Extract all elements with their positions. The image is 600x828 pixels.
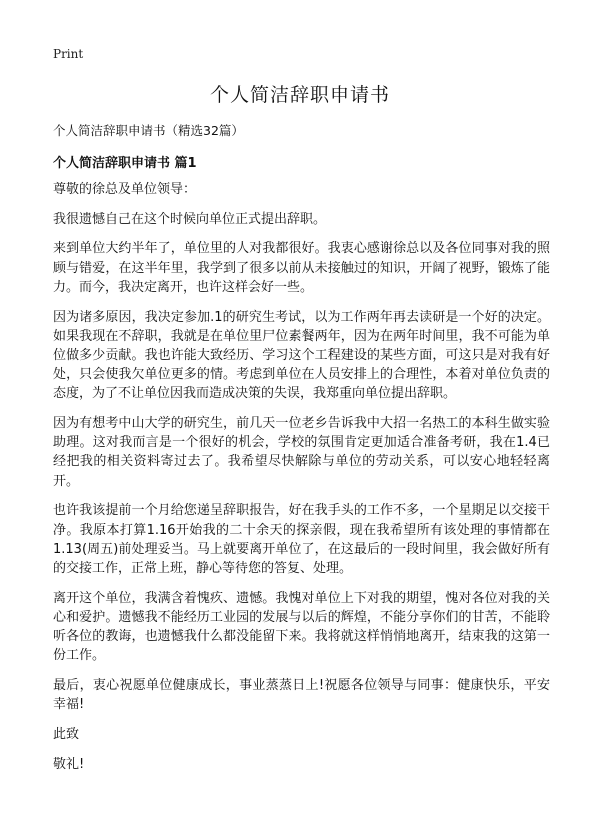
- paragraph: 离开这个单位，我满含着愧疚、遗憾。我愧对单位上下对我的期望，愧对各位对我的关心和爱护。遗憾我不能经历工业园的发展与以后的辉煌，不能分享你们的甘苦，不能聆听各位的教诲，也遗憾我什么都没能留下来。我将就这样悄悄地离开，结束我的这第一份工作。: [53, 590, 550, 664]
- section-heading: 个人简洁辞职申请书 篇1: [53, 156, 197, 171]
- paragraph: 因为有想考中山大学的研究生，前几天一位老乡告诉我中大招一名热工的本科生做实验助理。这对我而言是一个很好的机会，学校的氛围肯定更加适合准备考研，我在1.4已经把我的相关资料寄过去了。我希望尽快解除与单位的劳动关系，可以安心地轻轻离开。: [53, 416, 550, 489]
- salutation: 尊敬的徐总及单位领导：: [53, 182, 197, 197]
- paragraph: 我很遗憾自己在这个时候向单位正式提出辞职。: [53, 211, 327, 227]
- letter-body: [53, 180, 550, 784]
- paragraph: 也许我该提前一个月给您递呈辞职报告，好在我手头的工作不多，一个星期足以交接干净。我原本打算1.16开始我的二十余天的探亲假，现在我希望所有该处理的事情都在1.13(周五)前处理妥当。马上就要离开单位了，在这最后的一段时间里，我会做好所有的交接工作，正常上班，静心等待您的答复、处理。: [53, 503, 550, 576]
- document-subtitle: 个人简洁辞职申请书（精选32篇）: [53, 123, 244, 138]
- paragraph: 最后，衷心祝愿单位健康成长，事业蒸蒸日上!祝愿各位领导与同事：健康快乐，平安幸福!: [53, 677, 550, 713]
- paragraph: 因为诸多原因，我决定参加.1的研究生考试，以为工作两年再去读研是一个好的决定。如果我现在不辞职，我就是在单位里尸位素餐两年，因为在两年时间里，我不可能为单位做多少贡献。我也许能大致经历、学习这个工程建设的某些方面，可这只是对我有好处，只会使我欠单位更多的情。考虑到单位在人员安排上的合理性，本着对单位负责的态度，为了不让单位因我而造成决策的失误，我郑重向单位提出辞职。: [53, 309, 550, 402]
- paragraph: 来到单位大约半年了，单位里的人对我都很好。我衷心感谢徐总以及各位同事对我的照顾与错爱，在这半年里，我学到了很多以前从未接触过的知识，开阔了视野，锻炼了能力。而今，我决定离开，也许这样会好一些。: [53, 241, 550, 295]
- closing-line: 敬礼!: [53, 756, 85, 772]
- closing-line: 此致: [53, 726, 80, 742]
- print-link[interactable]: Print: [53, 47, 84, 61]
- page-title: 个人简洁辞职申请书: [209, 84, 390, 106]
